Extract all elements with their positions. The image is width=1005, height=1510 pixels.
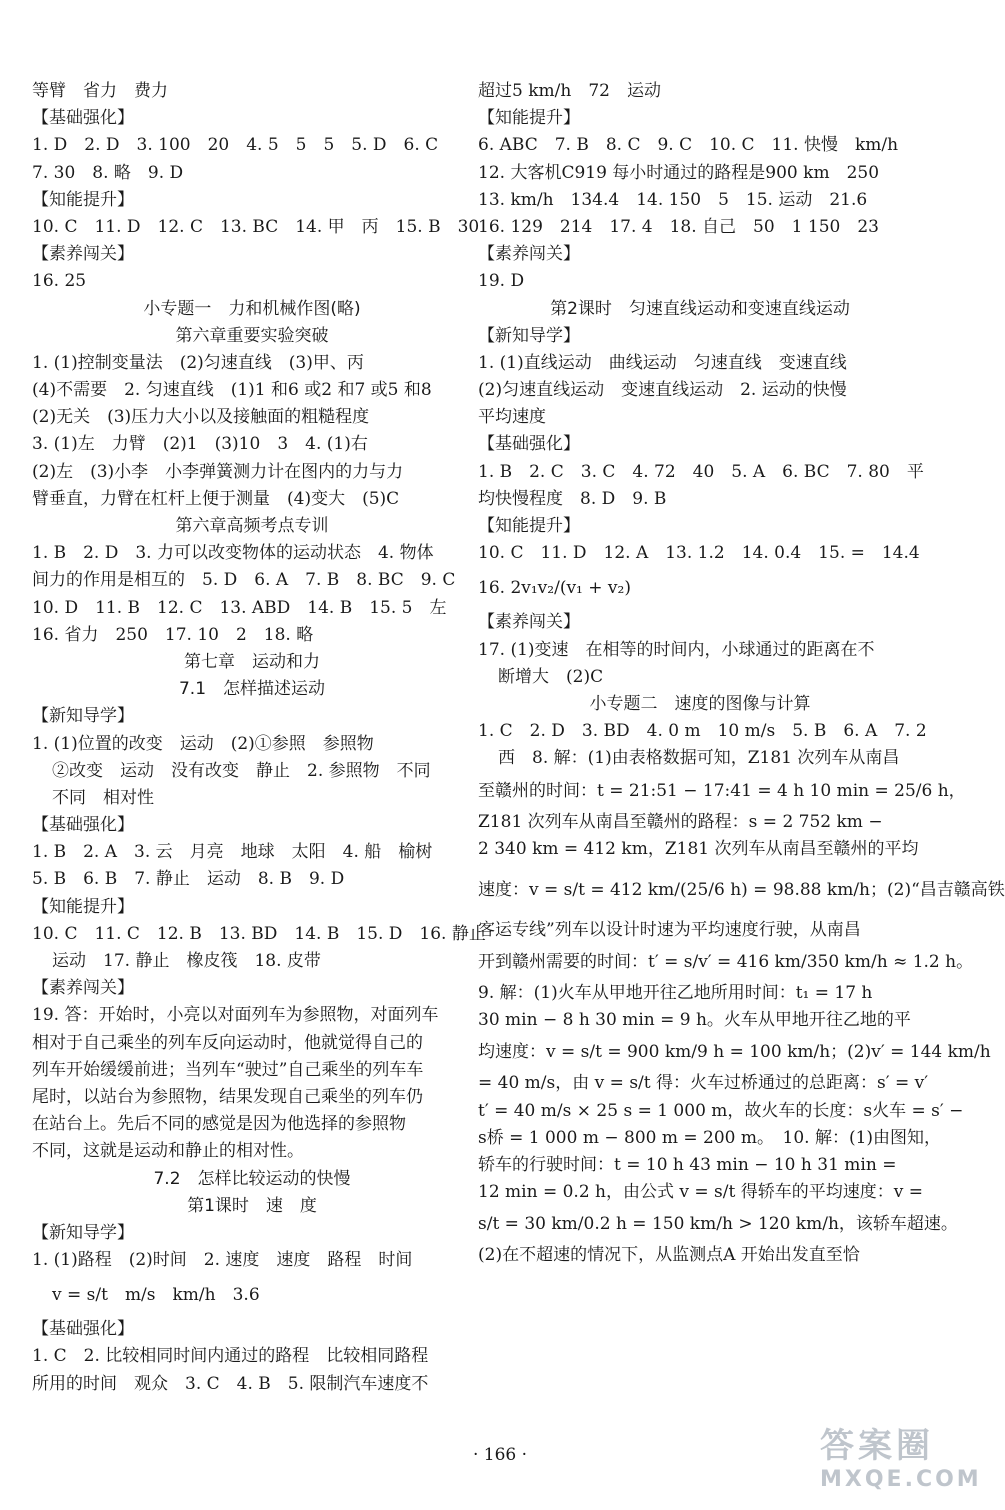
answer-line: 10. D 11. B 12. C 13. ABD 14. B 15. 5 左 xyxy=(32,597,447,618)
answer-line: 1. (1)直线运动 曲线运动 匀速直线 变速直线 xyxy=(478,352,847,373)
answer-line: 列车开始缓缓前进；当列车“驶过”自己乘坐的列车车 xyxy=(32,1059,424,1080)
section-title: 7.1 怎样描述运动 xyxy=(178,679,326,700)
section-title: 小专题二 速度的图像与计算 xyxy=(589,693,811,714)
answer-line: 5. B 6. B 7. 静止 运动 8. B 9. D xyxy=(32,869,345,890)
answer-line: 运动 17. 静止 橡皮筏 18. 皮带 xyxy=(52,951,321,971)
section-title: 第2课时 匀速直线运动和变速直线运动 xyxy=(550,298,850,319)
answer-line: 1. D 2. D 3. 100 20 4. 5 5 5 5. D 6. C xyxy=(32,135,439,156)
answer-line: 10. C 11. D 12. C 13. BC 14. 甲 丙 15. B 30 xyxy=(32,216,480,237)
answer-line: s/t = 30 km/0.2 h = 150 km/h > 120 km/h，该轿车超速。 xyxy=(478,1214,958,1235)
subsection-label: 【知能提升】 xyxy=(478,108,580,129)
answer-line: = 40 m/s，由 v = s/t 得：火车过桥通过的总距离：s′ = v′ xyxy=(478,1073,929,1094)
answer-line: ②改变 运动 没有改变 静止 2. 参照物 不同 xyxy=(52,760,431,781)
watermark-url: MXQE.COM xyxy=(820,1467,982,1492)
answer-line: (4)不需要 2. 匀速直线 (1)1 和6 或2 和7 或5 和8 xyxy=(32,380,432,401)
subsection-label: 【素养闯关】 xyxy=(32,978,134,999)
subsection-label: 【素养闯关】 xyxy=(32,244,134,265)
answer-line: 臂垂直，力臂在杠杆上便于测量 (4)变大 (5)C xyxy=(32,488,400,509)
section-title: 第七章 运动和力 xyxy=(184,651,320,672)
section-title: 第1课时 速 度 xyxy=(187,1195,317,1216)
answer-line: Z181 次列车从南昌至赣州的路程：s = 2 752 km − xyxy=(478,811,883,832)
answer-line: 16. 省力 250 17. 10 2 18. 略 xyxy=(32,624,314,645)
subsection-label: 【知能提升】 xyxy=(32,189,134,210)
answer-line: s桥 = 1 000 m − 800 m = 200 m。 10. 解：(1)由图知， xyxy=(478,1127,942,1148)
subsection-label: 【知能提升】 xyxy=(32,896,134,917)
answer-line: 12. 大客机C919 每小时通过的路程是900 km 250 xyxy=(478,162,880,183)
section-title: 第六章高频考点专训 xyxy=(175,516,329,536)
answer-line: 1. (1)控制变量法 (2)匀速直线 (3)甲、丙 xyxy=(32,352,364,373)
answer-line: 30 min − 8 h 30 min = 9 h。火车从甲地开往乙地的平 xyxy=(478,1010,911,1031)
answer-line: 开到赣州需要的时间：t′ = s/v′ = 416 km/350 km/h ≈ 1.2 h。 xyxy=(478,952,974,973)
answer-line: 等臂 省力 费力 xyxy=(32,81,168,101)
answer-line: 16. 129 214 17. 4 18. 自己 50 1 150 23 xyxy=(478,216,879,237)
section-title: 7.2 怎样比较运动的快慢 xyxy=(153,1168,351,1189)
answer-line: (2)匀速直线运动 变速直线运动 2. 运动的快慢 xyxy=(478,380,847,401)
subsection-label: 【新知导学】 xyxy=(478,325,580,346)
subsection-label: 【知能提升】 xyxy=(478,516,580,536)
answer-line: 不同，这就是运动和静止的相对性。 xyxy=(32,1141,304,1162)
answer-line: 尾时，以站台为参照物，结果发现自己乘坐的列车仍 xyxy=(32,1086,423,1107)
subsection-label: 【新知导学】 xyxy=(32,1222,134,1243)
answer-line: 在站台上。先后不同的感觉是因为他选择的参照物 xyxy=(32,1114,406,1135)
answer-line: 西 8. 解：(1)由表格数据可知，Z181 次列车从南昌 xyxy=(498,748,900,769)
subsection-label: 【素养闯关】 xyxy=(478,612,580,633)
answer-line: 19. D xyxy=(478,271,525,292)
answer-line: 2 340 km = 412 km，Z181 次列车从南昌至赣州的平均 xyxy=(478,838,919,859)
answer-line: 12 min = 0.2 h，由公式 v = s/t 得轿车的平均速度：v = xyxy=(478,1182,923,1203)
answer-line: 轿车的行驶时间：t = 10 h 43 min − 10 h 31 min = xyxy=(478,1155,897,1175)
answer-line: 1. C 2. D 3. BD 4. 0 m 10 m/s 5. B 6. A 7. 2 xyxy=(478,721,927,742)
answer-line: 10. C 11. D 12. A 13. 1.2 14. 0.4 15. = 14.4 xyxy=(478,543,920,564)
subsection-label: 【基础强化】 xyxy=(32,1319,134,1340)
answer-line: 16. 25 xyxy=(32,271,87,292)
answer-line: 相对于自己乘坐的列车反向运动时，他就觉得自己的 xyxy=(32,1032,423,1053)
answer-line: 7. 30 8. 略 9. D xyxy=(32,162,184,183)
answer-line: 所用的时间 观众 3. C 4. B 5. 限制汽车速度不 xyxy=(32,1373,429,1394)
answer-line: 1. (1)位置的改变 运动 (2)①参照 参照物 xyxy=(32,733,374,754)
left-column xyxy=(32,78,486,1398)
answer-line: 10. C 11. C 12. B 13. BD 14. B 15. D 16. 静止 xyxy=(32,923,486,944)
subsection-label: 【素养闯关】 xyxy=(478,244,580,265)
answer-line: t′ = 40 m/s × 25 s = 1 000 m，故火车的长度：s火车 = s′ − xyxy=(478,1100,964,1121)
subsection-label: 【基础强化】 xyxy=(478,434,580,455)
answer-line: 6. ABC 7. B 8. C 9. C 10. C 11. 快慢 km/h xyxy=(478,135,899,156)
answer-line: 断增大 (2)C xyxy=(498,666,604,687)
answer-line: 不同 相对性 xyxy=(52,787,154,808)
right-column xyxy=(478,78,1005,1270)
page-number: · 166 · xyxy=(472,1445,528,1465)
answer-line: 平均速度 xyxy=(478,407,546,428)
answer-line: 9. 解：(1)火车从甲地开往乙地所用时间：t₁ = 17 h xyxy=(478,983,873,1004)
section-title: 小专题一 力和机械作图(略) xyxy=(143,298,361,319)
answer-line: 1. B 2. C 3. C 4. 72 40 5. A 6. BC 7. 80 平 xyxy=(478,461,924,482)
answer-line: 13. km/h 134.4 14. 150 5 15. 运动 21.6 xyxy=(478,189,868,210)
answer-line: 1. (1)路程 (2)时间 2. 速度 速度 路程 时间 xyxy=(32,1250,413,1271)
section-title: 第六章重要实验突破 xyxy=(175,325,329,346)
subsection-label: 【基础强化】 xyxy=(32,108,134,129)
answer-line: 间力的作用是相互的 5. D 6. A 7. B 8. BC 9. C xyxy=(32,570,456,591)
answer-line: 16. 2v₁v₂/(v₁ + v₂) xyxy=(478,578,631,599)
answer-line: 均速度：v = s/t = 900 km/9 h = 100 km/h；(2)v′ = 144 km/h xyxy=(478,1042,991,1063)
answer-line: 17. (1)变速 在相等的时间内，小球通过的距离在不 xyxy=(478,639,875,660)
answer-line: (2)在不超速的情况下，从监测点A 开始出发直至恰 xyxy=(478,1245,860,1266)
answer-line: 至赣州的时间：t = 21:51 − 17:41 = 4 h 10 min = 25/6 h， xyxy=(478,780,966,801)
subsection-label: 【基础强化】 xyxy=(32,815,134,836)
answer-line: 1. B 2. D 3. 力可以改变物体的运动状态 4. 物体 xyxy=(32,543,434,564)
watermark-logo xyxy=(820,1418,980,1498)
answer-line: 速度：v = s/t = 412 km/(25/6 h) = 98.88 km/h；(2)“昌吉赣高铁 xyxy=(478,879,1005,900)
answer-line: 超过5 km/h 72 运动 xyxy=(478,81,661,101)
answer-line: 均快慢程度 8. D 9. B xyxy=(478,488,667,509)
answer-line: (2)无关 (3)压力大小以及接触面的粗糙程度 xyxy=(32,407,370,428)
watermark-text: 答案圈 xyxy=(820,1426,934,1466)
answer-line: 3. (1)左 力臂 (2)1 (3)10 3 4. (1)右 xyxy=(32,434,368,455)
answer-line: v = s/t m/s km/h 3.6 xyxy=(52,1285,260,1306)
answer-line: 客运专线”列车以设计时速为平均速度行驶，从南昌 xyxy=(478,919,861,940)
answer-line: 1. B 2. A 3. 云 月亮 地球 太阳 4. 船 榆树 xyxy=(32,842,433,863)
answer-line: 1. C 2. 比较相同时间内通过的路程 比较相同路程 xyxy=(32,1346,429,1367)
answer-line: (2)左 (3)小李 小李弹簧测力计在图内的力与力 xyxy=(32,461,404,482)
subsection-label: 【新知导学】 xyxy=(32,706,134,727)
answer-line: 19. 答：开始时，小亮以对面列车为参照物，对面列车 xyxy=(32,1005,439,1026)
